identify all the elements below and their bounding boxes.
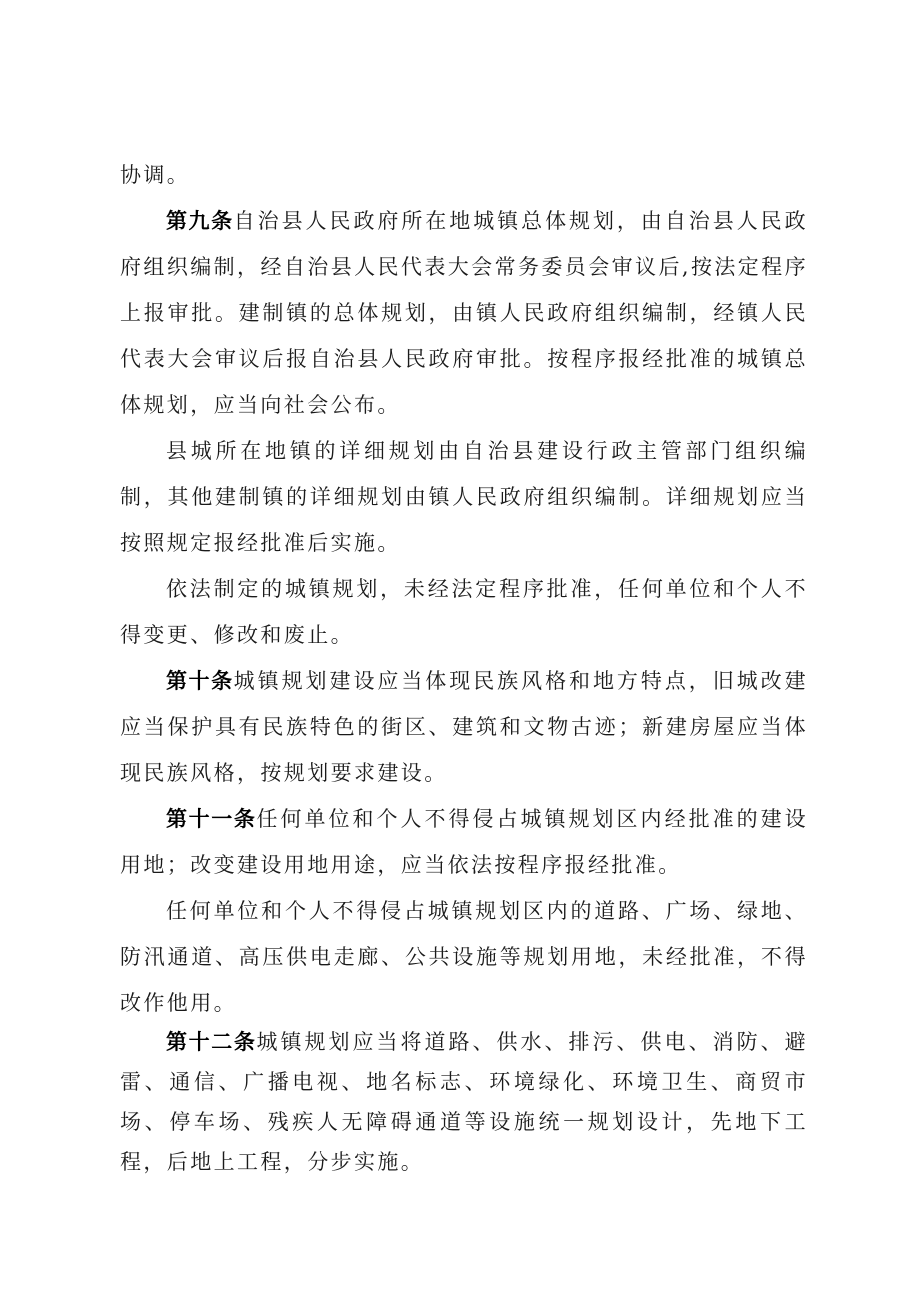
article-heading: 第十条 <box>166 669 234 693</box>
article-text: 自治县人民政府所在地城镇总体规划，由自治县人民政府组织编制，经自治县人民代表大会常务委员会审议后,按法定程序上报审批。建制镇的总体规划，由镇人民政府组织编制，经镇人民代表大会审议后报自治县人民政府审批。按程序报经批准的城镇总体规划，应当向社会公布。 <box>120 209 808 417</box>
article-9 <box>120 198 808 428</box>
paragraph-text: 协调。 <box>120 163 191 187</box>
article-11 <box>120 796 808 888</box>
article-heading: 第九条 <box>166 209 234 233</box>
article-10 <box>120 658 808 796</box>
paragraph-text: 任何单位和个人不得侵占城镇规划区内的道路、广场、绿地、防汛通道、高压供电走廊、公共设施等规划用地，未经批准，不得改作他用。 <box>120 899 808 1015</box>
paragraph-land-use <box>120 888 808 1026</box>
article-heading: 第十一条 <box>166 807 257 831</box>
article-text: 任何单位和个人不得侵占城镇规划区内经批准的建设用地；改变建设用地用途，应当依法按程序报经批准。 <box>120 807 809 877</box>
article-heading: 第十二条 <box>166 1030 257 1054</box>
paragraph-text: 依法制定的城镇规划，未经法定程序批准，任何单位和个人不得变更、修改和废止。 <box>120 577 808 647</box>
paragraph-detail-plan <box>120 428 808 566</box>
paragraph-legal-plan <box>120 566 808 658</box>
paragraph-text: 县城所在地镇的详细规划由自治县建设行政主管部门组织编制，其他建制镇的详细规划由镇人民政府组织编制。详细规划应当按照规定报经批准后实施。 <box>120 439 808 555</box>
article-12 <box>120 1022 808 1182</box>
article-text: 城镇规划应当将道路、供水、排污、供电、消防、避雷、通信、广播电视、地名标志、环境绿化、环境卫生、商贸市场、停车场、残疾人无障碍通道等设施统一规划设计，先地下工程，后地上工程，分步实施。 <box>120 1030 809 1174</box>
paragraph-continuation <box>120 152 808 198</box>
article-text: 城镇规划建设应当体现民族风格和地方特点，旧城改建应当保护具有民族特色的街区、建筑和文物古迹；新建房屋应当体现民族风格，按规划要求建设。 <box>120 669 808 785</box>
